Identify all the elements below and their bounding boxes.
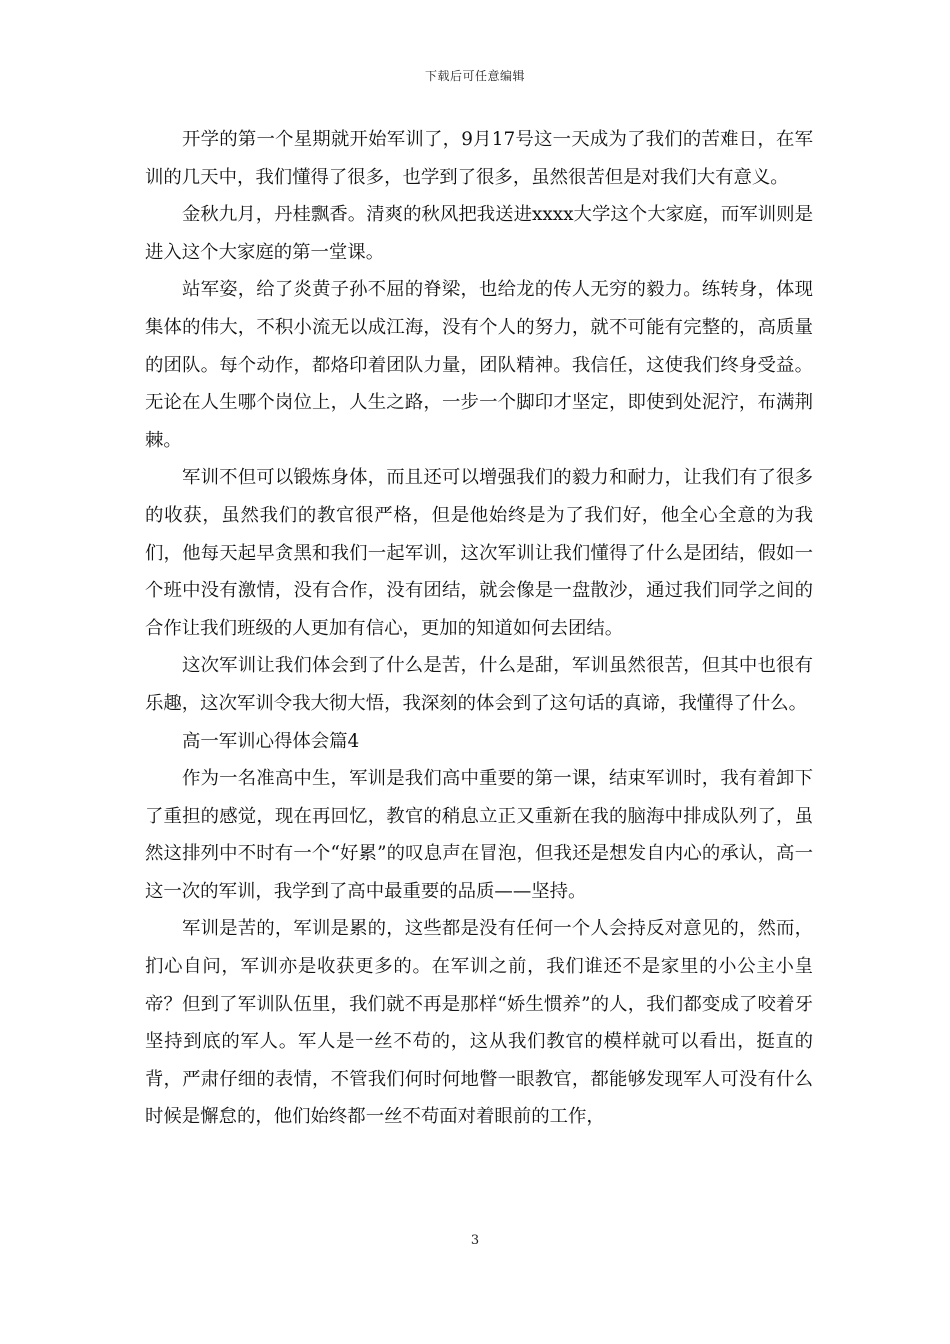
page-number: 3 <box>470 1233 480 1248</box>
paragraph: 开学的第一个星期就开始军训了，9月17号这一天成为了我们的苦难日，在军训的几天中，我们懂得了很多，也学到了很多，虽然很苦但是对我们大有意义。 <box>145 129 813 188</box>
paragraph: 军训是苦的，军训是累的，这些都是没有任何一个人会持反对意见的，然而，扪心自问，军训亦是收获更多的。在军训之前，我们谁还不是家里的小公主小皇帝？但到了军训队伍里，我们就不再是那样“娇生惯养”的人，我们都变成了咬着牙坚持到底的军人。军人是一丝不苟的，这从我们教官的模样就可以看出，挺直的背，严肃仔细的表情，不管我们何时何地瞥一眼教官，都能够发现军人可没有什么时候是懈怠的，他们始终都一丝不苟面对着眼前的工作， <box>145 918 813 1128</box>
section-heading: 高一军训心得体会篇4 <box>182 730 360 752</box>
paragraph: 站军姿，给了炎黄子孙不屈的脊梁，也给龙的传人无穷的毅力。练转身，体现集体的伟大，不积小流无以成江海，没有个人的努力，就不可能有完整的，高质量的团队。每个动作，都烙印着团队力量，团队精神。我信任，这使我们终身受益。无论在人生哪个岗位上，人生之路，一步一个脚印才坚定，即使到处泥泞，布满荆棘。 <box>145 279 813 451</box>
paragraph: 军训不但可以锻炼身体，而且还可以增强我们的毅力和耐力，让我们有了很多的收获，虽然我们的教官很严格，但是他始终是为了我们好，他全心全意的为我们，他每天起早贪黑和我们一起军训，这次军训让我们懂得了什么是团结，假如一个班中没有激情，没有合作，没有团结，就会像是一盘散沙，通过我们同学之间的合作让我们班级的人更加有信心，更加的知道如何去团结。 <box>145 467 813 639</box>
paragraph: 作为一名准高中生，军训是我们高中重要的第一课，结束军训时，我有着卸下了重担的感觉，现在再回忆，教官的稍息立正又重新在我的脑海中排成队列了，虽然这排列中不时有一个“好累”的叹息声在冒泡，但我还是想发自内心的承认，高一这一次的军训，我学到了高中最重要的品质——坚持。 <box>145 768 813 902</box>
page-header: 下载后可任意编辑 <box>424 69 525 83</box>
paragraph: 这次军训让我们体会到了什么是苦，什么是甜，军训虽然很苦，但其中也很有乐趣，这次军训令我大彻大悟，我深刻的体会到了这句话的真谛，我懂得了什么。 <box>145 655 813 714</box>
paragraph: 金秋九月，丹桂飘香。清爽的秋风把我送进xxxx大学这个大家庭，而军训则是进入这个大家庭的第一堂课。 <box>145 204 813 263</box>
document-body <box>145 121 813 1136</box>
